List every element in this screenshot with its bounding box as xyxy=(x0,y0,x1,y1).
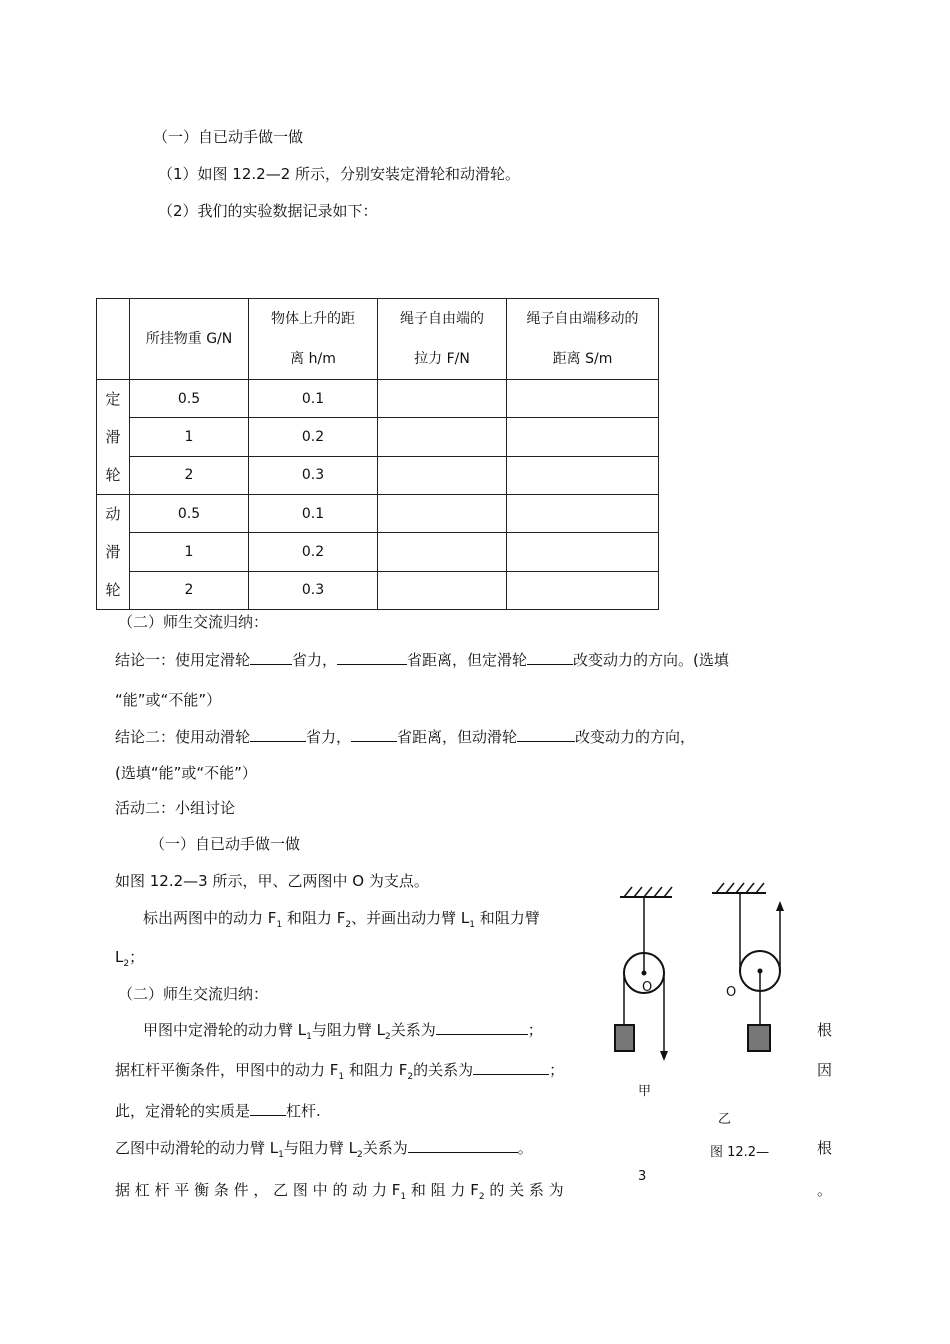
line-end-char: 根 xyxy=(817,1021,833,1039)
cell-distance-blank[interactable] xyxy=(507,418,659,456)
table-row xyxy=(97,495,659,533)
cell-height: 0.1 xyxy=(249,495,378,533)
activity2-subheading: （一）自已动手做一做 xyxy=(150,835,301,853)
cell-weight: 0.5 xyxy=(130,380,249,418)
fixed-pulley-label: 定 滑 轮 xyxy=(97,380,130,495)
cell-distance-blank[interactable] xyxy=(507,495,659,533)
cell-distance-blank[interactable] xyxy=(507,456,659,494)
line-movable-force: 据 杠 杆 平 衡 条 件 ， 乙 图 中 的 动 力 $F_1$ 和 阻 力 $F_2$ 的 关 系 为 xyxy=(115,1181,564,1202)
figure-label-yi: 乙 xyxy=(718,1112,732,1127)
conclusion-one-note: “能”或“不能”） xyxy=(115,691,222,709)
line-movable-arm: 乙图中动滑轮的动力臂 $L_1$与阻力臂 $L_2$关系为 。 xyxy=(115,1139,533,1160)
conclusion-two-note: (选填“能”或“不能”） xyxy=(115,764,257,782)
section1-step1: （1）如图 12.2—2 所示，分别安装定滑轮和动滑轮。 xyxy=(158,165,521,183)
cell-force-blank[interactable] xyxy=(378,495,507,533)
table-corner-cell xyxy=(97,299,130,380)
cell-weight: 1 xyxy=(130,533,249,571)
table-row xyxy=(97,380,659,418)
pulley-figure xyxy=(602,875,802,1125)
activity2-intro: 如图 12.2—3 所示，甲、乙两图中 O 为支点。 xyxy=(115,872,429,890)
pulley-diagram xyxy=(602,875,802,1125)
activity2-title: 活动二：小组讨论 xyxy=(115,799,236,817)
cell-force-blank[interactable] xyxy=(378,571,507,609)
figure-caption-number: 3 xyxy=(638,1169,647,1184)
cell-distance-blank[interactable] xyxy=(507,380,659,418)
cell-force-blank[interactable] xyxy=(378,533,507,571)
fixed-pulley-drawing xyxy=(615,887,672,1061)
cell-weight: 1 xyxy=(130,418,249,456)
blank-input[interactable] xyxy=(517,726,575,742)
header-weight: 所挂物重 G/N xyxy=(130,299,249,380)
cell-height: 0.1 xyxy=(249,380,378,418)
figure-caption: 图 12.2— xyxy=(710,1145,770,1160)
figure-label-jia: 甲 xyxy=(638,1084,652,1099)
activity2-instruction-cont: $L_2$； xyxy=(115,948,145,969)
section1-step2: （2）我们的实验数据记录如下： xyxy=(158,202,378,220)
cell-height: 0.3 xyxy=(249,571,378,609)
activity2-instruction: 标出两图中的动力 $F_1$ 和阻力 $F_2$、并画出动力臂 $L_1$ 和阻力臂 xyxy=(143,909,540,930)
table-row xyxy=(97,456,659,494)
cell-weight: 0.5 xyxy=(130,495,249,533)
section2-heading: （二）师生交流归纳： xyxy=(118,613,269,631)
header-force: 绳子自由端的 拉力 F/N xyxy=(378,299,507,380)
cell-weight: 2 xyxy=(130,456,249,494)
cell-height: 0.3 xyxy=(249,456,378,494)
table-row xyxy=(97,571,659,609)
blank-input[interactable] xyxy=(250,649,292,665)
line-fixed-force: 据杠杆平衡条件，甲图中的动力 $F_1$ 和阻力 $F_2$的关系为 ； xyxy=(115,1061,565,1082)
cell-weight: 2 xyxy=(130,571,249,609)
blank-input[interactable] xyxy=(250,726,306,742)
table-row xyxy=(97,533,659,571)
pivot-label-right: O xyxy=(726,985,737,1000)
experiment-data-table xyxy=(96,298,659,610)
pivot-label-left: O xyxy=(642,980,653,995)
blank-input[interactable] xyxy=(351,726,397,742)
line-end-char: 。 xyxy=(817,1181,833,1199)
activity2-subheading2: （二）师生交流归纳： xyxy=(118,985,269,1003)
conclusion-two: 结论二：使用动滑轮 省力， 省距离，但动滑轮 改变动力的方向， xyxy=(115,728,696,746)
blank-input[interactable] xyxy=(436,1019,528,1035)
movable-pulley-drawing xyxy=(712,883,784,1051)
conclusion-one: 结论一：使用定滑轮 省力， 省距离，但定滑轮 改变动力的方向。(选填 xyxy=(115,651,729,669)
blank-input[interactable] xyxy=(473,1059,549,1075)
header-height: 物体上升的距 离 h/m xyxy=(249,299,378,380)
section1-heading: （一）自已动手做一做 xyxy=(153,128,304,146)
cell-distance-blank[interactable] xyxy=(507,533,659,571)
line-fixed-essence: 此，定滑轮的实质是 杠杆. xyxy=(115,1102,321,1120)
cell-height: 0.2 xyxy=(249,533,378,571)
line-end-char: 根 xyxy=(817,1139,833,1157)
cell-force-blank[interactable] xyxy=(378,380,507,418)
cell-force-blank[interactable] xyxy=(378,456,507,494)
line-fixed-arm: 甲图中定滑轮的动力臂 $L_1$与阻力臂 $L_2$关系为 ； xyxy=(143,1021,543,1042)
blank-input[interactable] xyxy=(408,1137,518,1153)
movable-pulley-label: 动 滑 轮 xyxy=(97,495,130,610)
blank-input[interactable] xyxy=(250,1100,286,1116)
header-distance: 绳子自由端移动的 距离 S/m xyxy=(507,299,659,380)
blank-input[interactable] xyxy=(337,649,407,665)
cell-distance-blank[interactable] xyxy=(507,571,659,609)
line-end-char: 因 xyxy=(817,1061,833,1079)
cell-force-blank[interactable] xyxy=(378,418,507,456)
blank-input[interactable] xyxy=(527,649,573,665)
table-row xyxy=(97,418,659,456)
cell-height: 0.2 xyxy=(249,418,378,456)
